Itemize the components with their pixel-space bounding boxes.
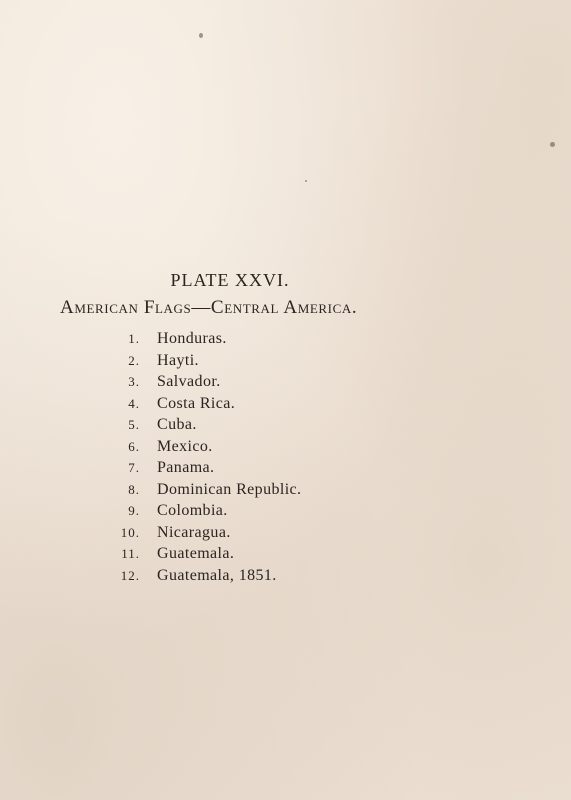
ink-speck (305, 180, 307, 182)
item-number: 9. (128, 503, 140, 518)
item-number: 8. (128, 481, 140, 497)
plate-subtitle: American Flags—Central America. (60, 297, 358, 318)
ink-speck (199, 33, 203, 38)
item-number: 2. (128, 352, 140, 368)
item-name: Honduras. (157, 330, 227, 347)
item-name: Salvador. (157, 373, 221, 390)
item-number: 1. (128, 331, 140, 346)
list-item (100, 416, 301, 438)
item-number: 3. (128, 374, 140, 389)
list-item (100, 524, 301, 546)
item-name: Colombia. (157, 502, 228, 519)
list-item (100, 373, 301, 395)
list-item (100, 567, 301, 589)
list-item (100, 545, 301, 567)
flag-list (100, 330, 301, 588)
item-number: 6. (128, 438, 140, 454)
item-name: Hayti. (157, 351, 199, 369)
list-item (100, 481, 301, 503)
item-name: Mexico. (157, 437, 213, 455)
ink-speck (550, 142, 555, 147)
list-item (100, 459, 301, 481)
item-name: Dominican Republic. (157, 480, 302, 498)
list-item (100, 502, 301, 524)
item-name: Cuba. (157, 416, 197, 433)
plate-title: PLATE XXVI. (170, 270, 290, 290)
item-name: Guatemala. (157, 545, 235, 562)
item-name: Guatemala, 1851. (157, 566, 277, 584)
item-number: 5. (128, 417, 140, 432)
item-name: Nicaragua. (157, 523, 231, 541)
list-item (100, 330, 301, 352)
list-item (100, 438, 301, 460)
list-item (100, 395, 301, 417)
item-number: 11. (121, 546, 140, 561)
list-item (100, 352, 301, 374)
item-name: Panama. (157, 459, 215, 476)
item-name: Costa Rica. (157, 394, 236, 412)
item-number: 7. (128, 460, 140, 475)
item-number: 12. (120, 567, 140, 583)
item-number: 4. (128, 395, 140, 411)
item-number: 10. (120, 524, 140, 540)
